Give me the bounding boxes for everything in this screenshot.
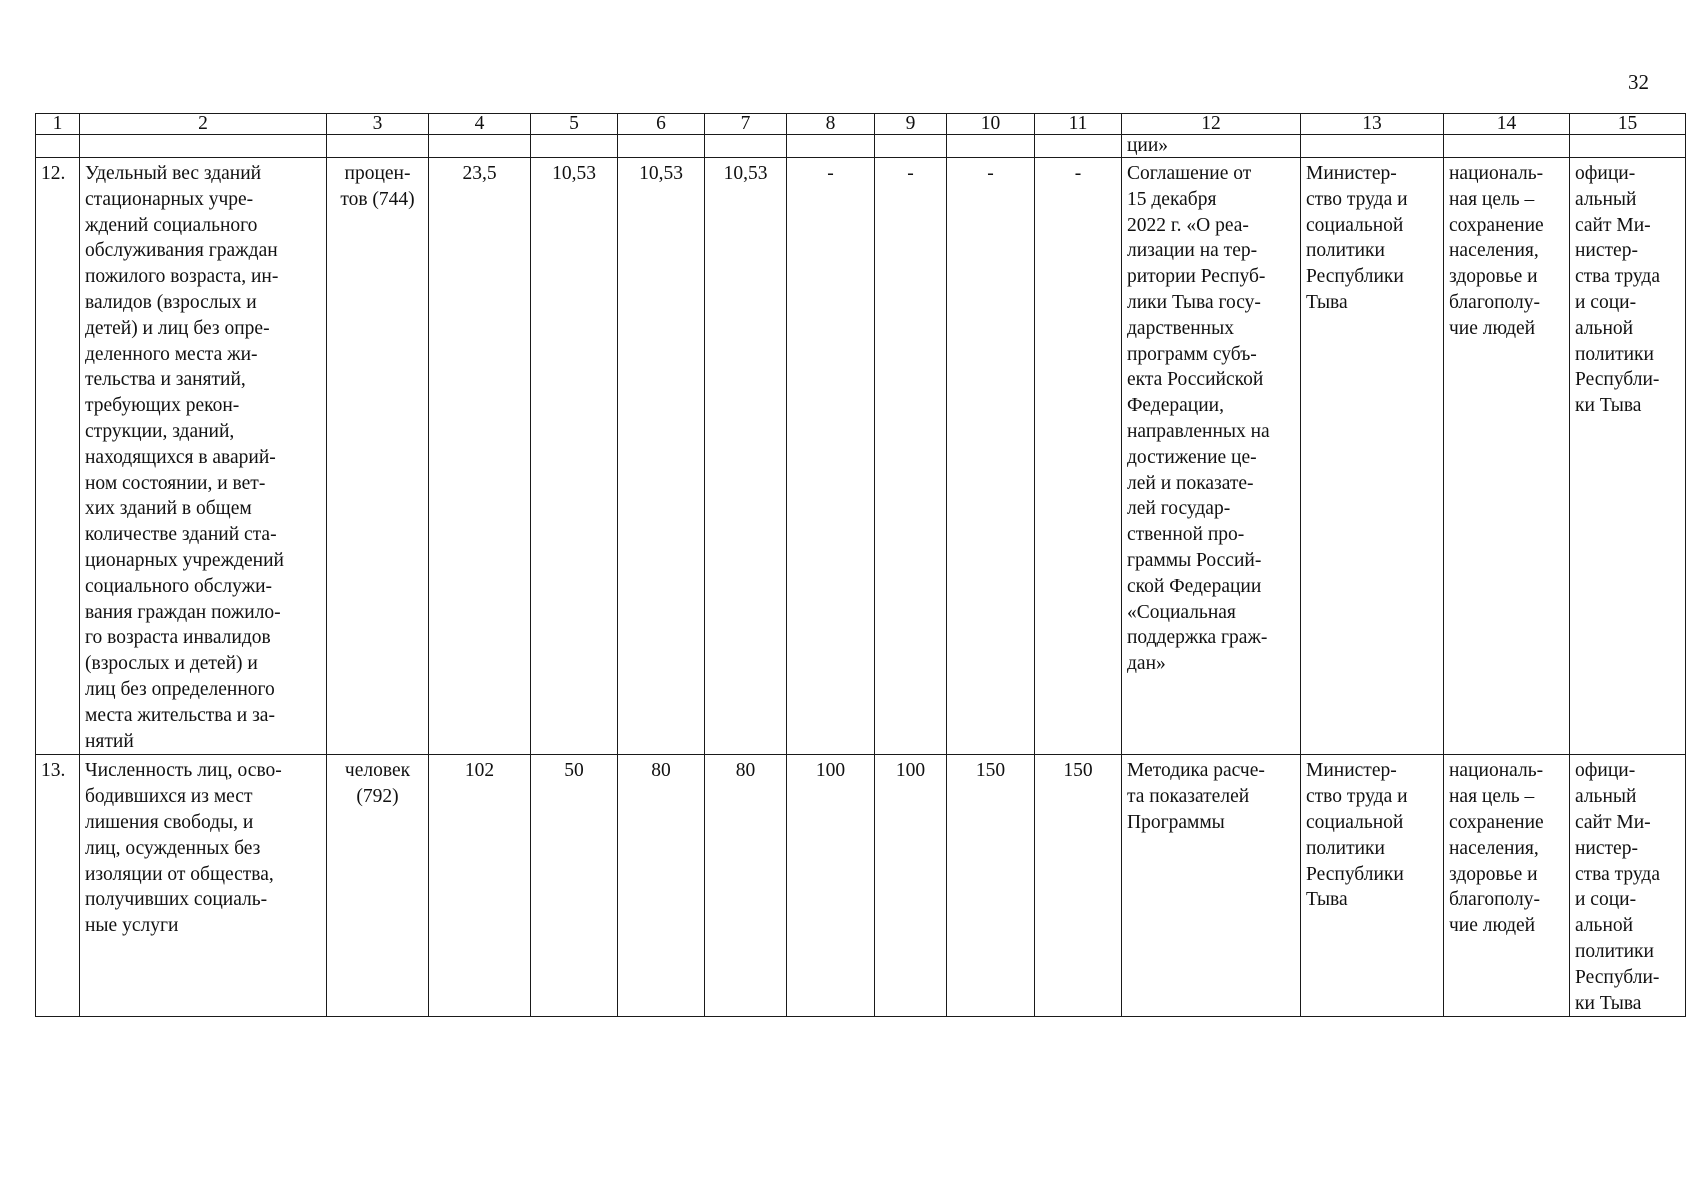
basis-cell: Методика расче- та показателей Программы xyxy=(1122,755,1301,1017)
value-cell: 100 xyxy=(875,755,947,1017)
indicator-name: Удельный вес зданий стационарных учре- ждений социального обслуживания граждан пожилого возраста, ин- валидов (взрослых и детей) и лиц без опре- деленного места жи- тельства и занятий, требующих рекон- струкции, зданий, находящихся в аварий- ном состоянии, и вет- хих зданий в общем количестве зданий ста- ционарных учреждений социального обслужи- вания граждан пожило- го возраста инвалидов (взрослых и детей) и лиц без определенного места жительства и за- нятий xyxy=(80,158,327,755)
column-header: 6 xyxy=(618,114,705,135)
column-header: 3 xyxy=(327,114,429,135)
responsible-cell: Министер- ство труда и социальной политики Республики Тыва xyxy=(1301,755,1444,1017)
row-number: 13. xyxy=(36,755,80,1017)
value-cell: 102 xyxy=(429,755,531,1017)
value-cell: 80 xyxy=(618,755,705,1017)
source-cell: офици- альный сайт Ми- нистер- ства труда и соци- альной политики Республи- ки Тыва xyxy=(1570,755,1686,1017)
basis-cell: Соглашение от 15 декабря 2022 г. «О реа- лизации на тер- ритории Респуб- лики Тыва госу- дарственных программ субъ- екта Российской Федерации, направленных на достижение це- лей и показате- лей государ- ственной про- граммы Россий- ской Федерации «Социальная поддержка граж- дан» xyxy=(1122,158,1301,755)
row-number: 12. xyxy=(36,158,80,755)
table-row xyxy=(36,158,1686,755)
column-header: 7 xyxy=(705,114,787,135)
column-header: 4 xyxy=(429,114,531,135)
column-header: 12 xyxy=(1122,114,1301,135)
unit-cell: процен- тов (744) xyxy=(327,158,429,755)
value-cell: - xyxy=(787,158,875,755)
value-cell: 150 xyxy=(1035,755,1122,1017)
column-header: 9 xyxy=(875,114,947,135)
value-cell: 80 xyxy=(705,755,787,1017)
value-cell: 10,53 xyxy=(618,158,705,755)
continuation-text: ции» xyxy=(1122,135,1301,158)
value-cell: - xyxy=(947,158,1035,755)
column-header: 10 xyxy=(947,114,1035,135)
column-header: 11 xyxy=(1035,114,1122,135)
value-cell: 23,5 xyxy=(429,158,531,755)
source-cell: офици- альный сайт Ми- нистер- ства труда и соци- альной политики Республи- ки Тыва xyxy=(1570,158,1686,755)
goal-cell: националь- ная цель – сохранение населения, здоровье и благополу- чие людей xyxy=(1444,158,1570,755)
page-number: 32 xyxy=(1628,70,1649,94)
column-header: 2 xyxy=(80,114,327,135)
value-cell: 50 xyxy=(531,755,618,1017)
column-number-row xyxy=(36,114,1686,135)
unit-cell: человек (792) xyxy=(327,755,429,1017)
indicators-table xyxy=(35,113,1686,1017)
column-header: 15 xyxy=(1570,114,1686,135)
value-cell: 10,53 xyxy=(531,158,618,755)
column-header: 1 xyxy=(36,114,80,135)
table-row xyxy=(36,755,1686,1017)
value-cell: - xyxy=(875,158,947,755)
column-header: 5 xyxy=(531,114,618,135)
column-header: 8 xyxy=(787,114,875,135)
value-cell: 10,53 xyxy=(705,158,787,755)
value-cell: 100 xyxy=(787,755,875,1017)
continuation-row xyxy=(36,135,1686,158)
indicator-name: Численность лиц, осво- бодившихся из мест лишения свободы, и лиц, осужденных без изоляции от общества, получивших социаль- ные услуги xyxy=(80,755,327,1017)
responsible-cell: Министер- ство труда и социальной политики Республики Тыва xyxy=(1301,158,1444,755)
column-header: 13 xyxy=(1301,114,1444,135)
goal-cell: националь- ная цель – сохранение населения, здоровье и благополу- чие людей xyxy=(1444,755,1570,1017)
value-cell: 150 xyxy=(947,755,1035,1017)
value-cell: - xyxy=(1035,158,1122,755)
column-header: 14 xyxy=(1444,114,1570,135)
